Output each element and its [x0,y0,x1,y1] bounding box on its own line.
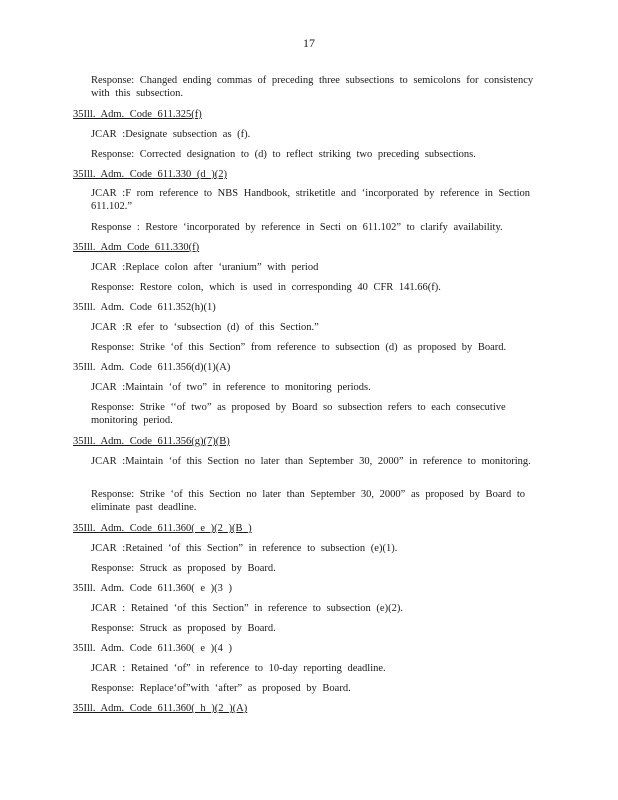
response-text: Response : Restore ‘incorporated by reference in Secti on 611.102” to clarify availability. [91,222,503,233]
code-heading: 35Ill. Adm. Code 611.360( e )(4 ) [73,643,233,654]
response-text: Response: Struck as proposed by Board. [91,623,276,634]
response-text: Response: Changed ending commas of preceding three subsections to semicolons for consistency with this subsection. [91,75,534,99]
response-text: Response: Strike ‘‘of two” as proposed by Board so subsection refers to each consecutive monitoring period. [91,402,506,426]
jcar-text: JCAR : Retained ‘of this Section” in reference to subsection (e)(2). [91,603,403,614]
response-text: Response: Struck as proposed by Board. [91,563,276,574]
code-heading: 35Ill. Adm. Code 611.356(g)(7)(B) [73,436,230,447]
jcar-text: JCAR :R efer to ‘subsection (d) of this Section.” [91,322,319,333]
code-heading: 35Ill. Adm. Code 611.330 (d )(2) [73,169,228,180]
response-text: Response: Strike ‘of this Section” from reference to subsection (d) as proposed by Board. [91,342,507,353]
jcar-text: JCAR :Maintain ‘of two” in reference to monitoring periods. [91,382,371,393]
code-heading: 35Ill. Adm. Code 611.356(d)(1)(A) [73,362,231,373]
jcar-text: JCAR :Designate subsection as (f). [91,129,251,140]
code-heading: 35Ill. Adm. Code 611.360( h )(2 )(A) [73,703,248,714]
response-text: Response: Restore colon, which is used in corresponding 40 CFR 141.66(f). [91,282,441,293]
jcar-text: JCAR : Retained ‘of” in reference to 10-day reporting deadline. [91,663,386,674]
code-heading: 35Ill. Adm. Code 611.360( e )(3 ) [73,583,233,594]
response-text: Response: Corrected designation to (d) to reflect striking two preceding subsections. [91,149,476,160]
page-number: 17 [303,36,315,50]
jcar-text: JCAR :Retained ‘of this Section” in reference to subsection (e)(1). [91,543,398,554]
response-text: Response: Strike ‘of this Section no later than September 30, 2000” as proposed by Board to eliminate past deadline. [91,489,526,513]
code-heading: 35Ill. Adm Code 611.330(f) [73,242,200,253]
code-heading: 35Ill. Adm. Code 611.360( e )(2 )(B ) [73,523,252,534]
jcar-text: JCAR :F rom reference to NBS Handbook, striketitle and ‘incorporated by reference in Section 611.102.” [91,188,531,212]
code-heading: 35Ill. Adm. Code 611.352(h)(1) [73,302,216,313]
jcar-text: JCAR :Replace colon after ‘uranium” with period [91,262,319,273]
code-heading: 35Ill. Adm. Code 611.325(f) [73,109,202,120]
response-text: Response: Replace‘of”with ‘after” as proposed by Board. [91,683,351,694]
jcar-text: JCAR :Maintain ‘of this Section no later than September 30, 2000” in reference to monitoring. [91,456,531,467]
